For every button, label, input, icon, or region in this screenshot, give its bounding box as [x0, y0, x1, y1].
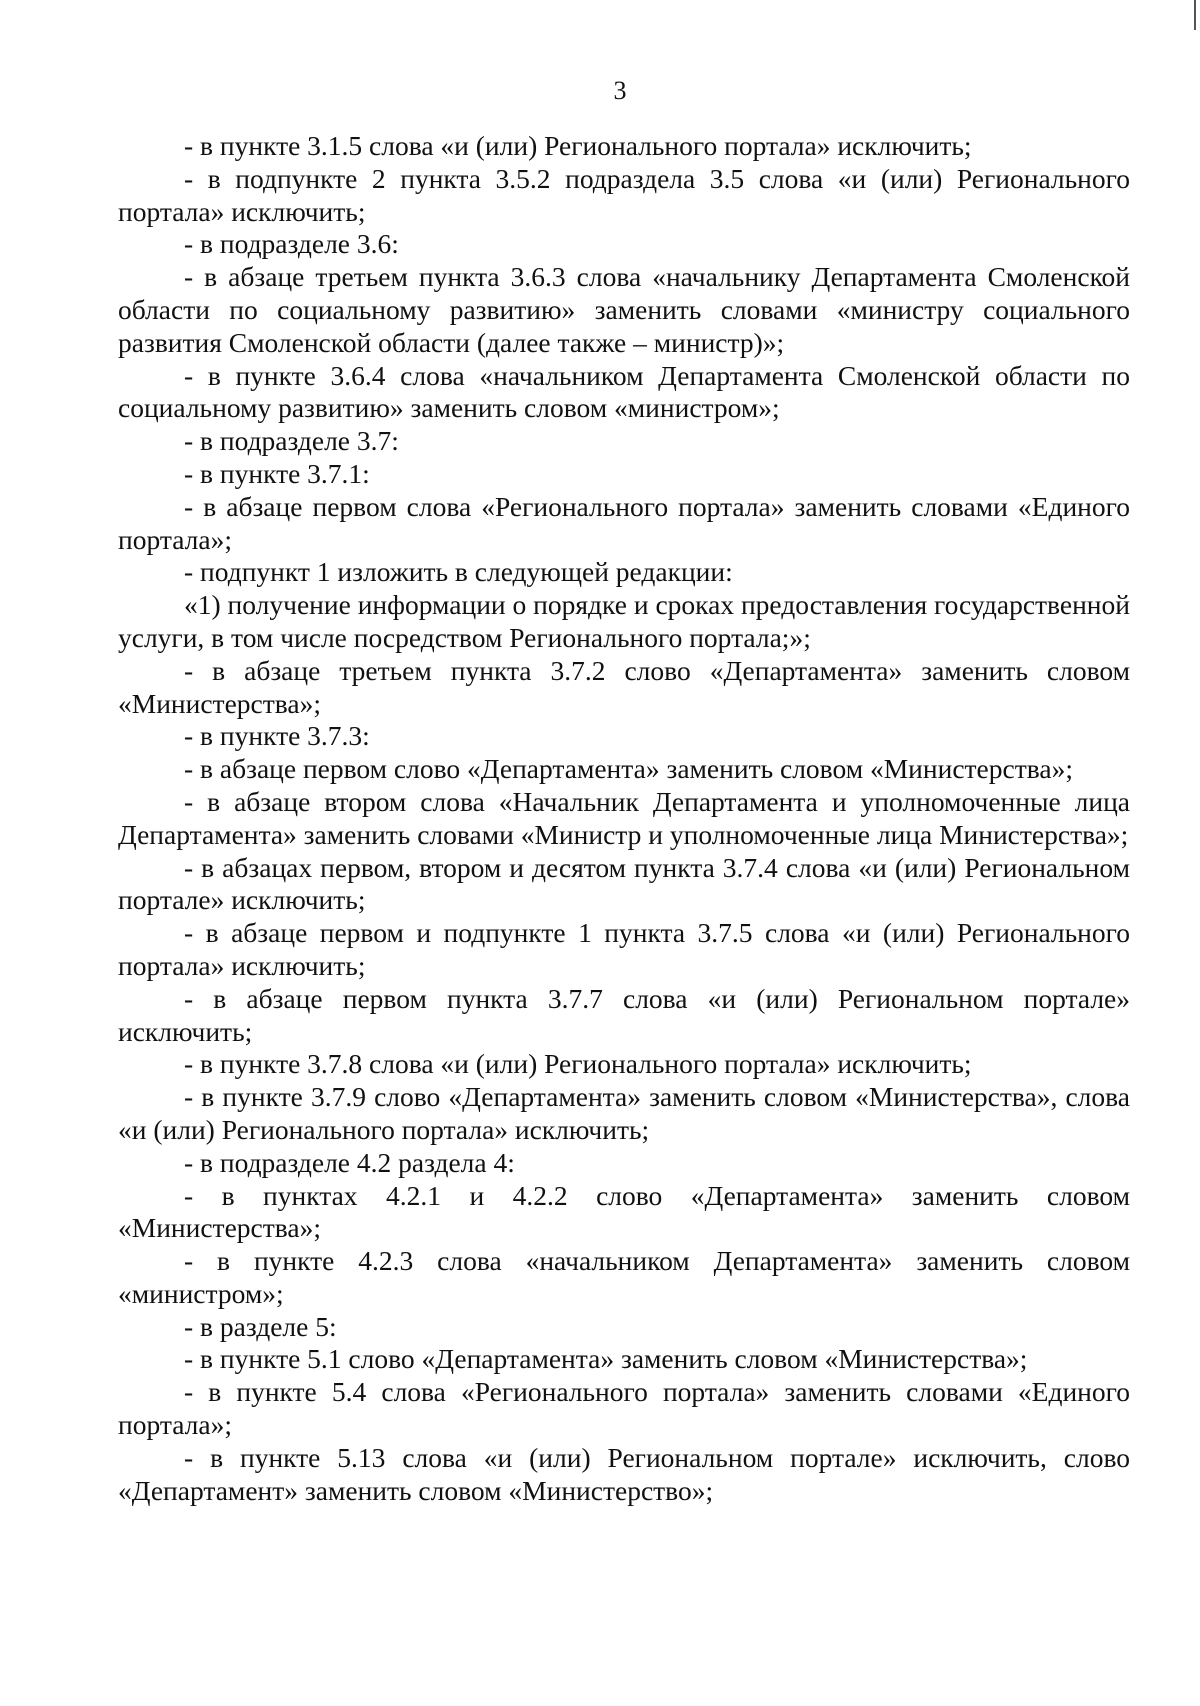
paragraph: - в пункте 3.7.8 слова «и (или) Регионального портала» исключить; [184, 1048, 972, 1080]
paragraph: - в абзаце первом слова «Регионального портала» заменить словами «Единого портала»; [118, 490, 1130, 555]
paragraph: - в пункте 5.13 слова «и (или) Региональном портале» исключить, слово «Департамент» заменить словом «Министерство»; [118, 1441, 1130, 1506]
paragraph: - подпункт 1 изложить в следующей редакции: [184, 556, 733, 588]
paragraph: - в подпункте 2 пункта 3.5.2 подраздела 3.5 слова «и (или) Регионального портала» исключить; [118, 162, 1130, 227]
paragraph: - в подразделе 3.6: [184, 228, 399, 260]
paragraph: - в абзаце первом пункта 3.7.7 слова «и (или) Региональном портале» исключить; [118, 982, 1130, 1047]
paragraph: - в пункте 5.4 слова «Регионального портала» заменить словами «Единого портала»; [118, 1376, 1130, 1441]
paragraph: - в абзаце третьем пункта 3.7.2 слово «Департамента» заменить словом «Министерства»; [118, 654, 1130, 719]
paragraph: - в пункте 3.7.9 слово «Департамента» заменить словом «Министерства», слова «и (или) Регионального портала» исключить; [118, 1081, 1130, 1145]
paragraph: - в абзаце третьем пункта 3.6.3 слова «начальнику Департамента Смоленской области по социальному развитию» заменить словами «министру социального развития Смоленской области (далее также – министр)»; [118, 261, 1130, 358]
document-body [118, 130, 1130, 1507]
paragraph: - в пункте 5.1 слово «Департамента» заменить словом «Министерства»; [184, 1343, 1028, 1375]
paragraph: - в абзаце втором слова «Начальник Департамента и уполномоченные лица Департамента» заменить словами «Министр и уполномоченные лица Министерства»; [118, 785, 1130, 850]
paragraph: - в абзаце первом и подпункте 1 пункта 3.7.5 слова «и (или) Регионального портала» исключить; [118, 917, 1130, 981]
paragraph: - в разделе 5: [184, 1310, 337, 1342]
scan-edge-line [1194, 0, 1196, 30]
paragraph: - в абзаце первом слово «Департамента» заменить словом «Министерства»; [184, 753, 1073, 785]
paragraph: - в пункте 3.1.5 слова «и (или) Регионального портала» исключить; [184, 130, 972, 161]
paragraph: - в пункте 3.7.1: [184, 457, 370, 489]
paragraph: - в пункте 4.2.3 слова «начальником Департамента» заменить словом «министром»; [118, 1245, 1130, 1309]
page-number: 3 [613, 76, 627, 105]
paragraph: «1) получение информации о порядке и сроках предоставления государственной услуги, в том числе посредством Регионального портала;»; [118, 589, 1130, 653]
paragraph: - в абзацах первом, втором и десятом пункта 3.7.4 слова «и (или) Региональном портале» исключить; [118, 851, 1130, 916]
paragraph: - в подразделе 4.2 раздела 4: [184, 1146, 515, 1178]
paragraph: - в пункте 3.6.4 слова «начальником Департамента Смоленской области по социальному развитию» заменить словом «министром»; [118, 359, 1130, 424]
paragraph: - в пункте 3.7.3: [184, 720, 370, 752]
paragraph: - в пунктах 4.2.1 и 4.2.2 слово «Департамента» заменить словом «Министерства»; [118, 1179, 1130, 1244]
paragraph: - в подразделе 3.7: [184, 425, 399, 457]
